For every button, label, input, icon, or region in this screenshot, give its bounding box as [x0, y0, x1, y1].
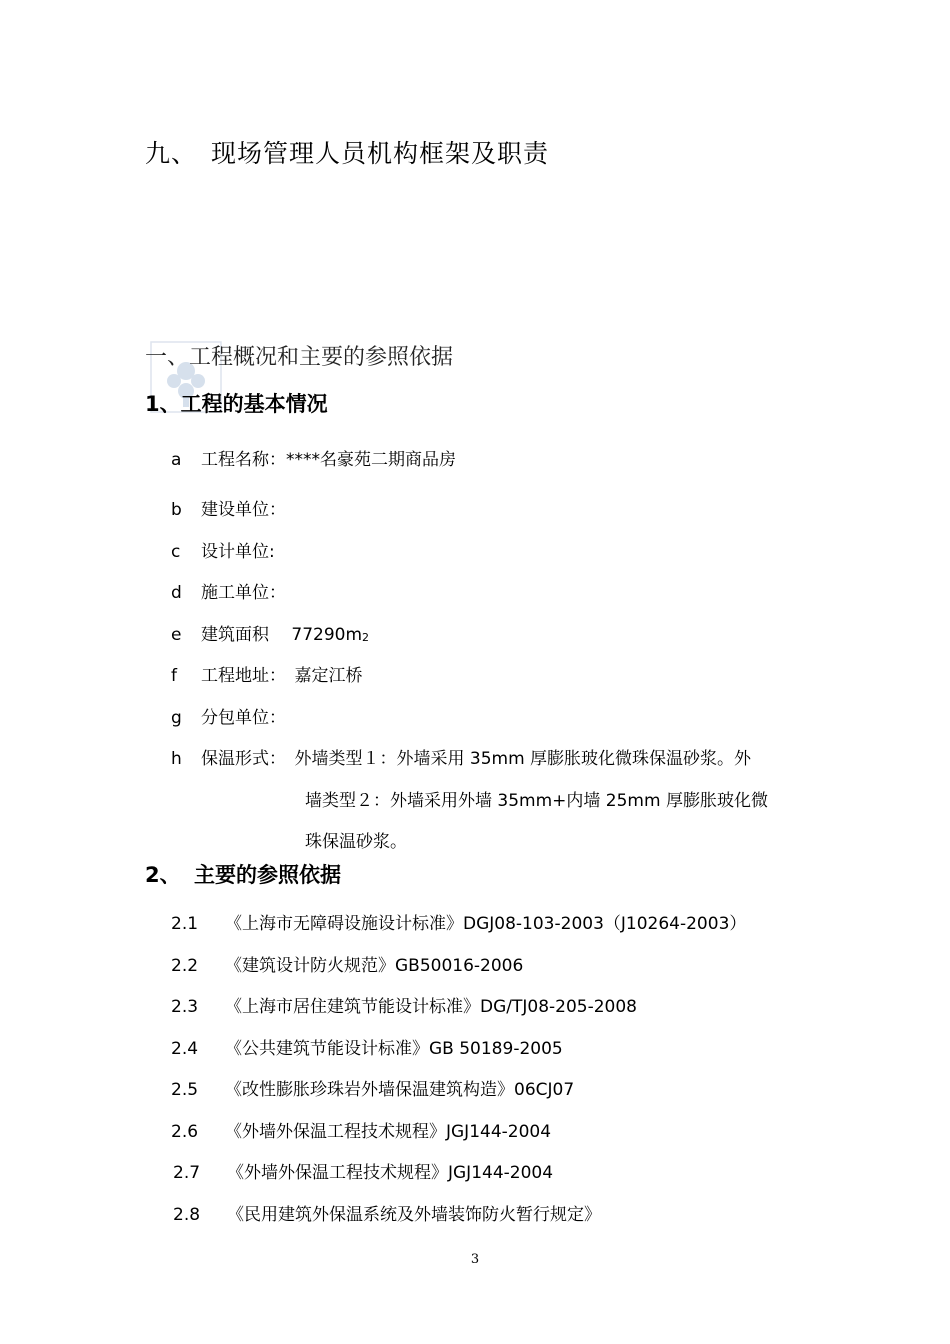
reference-item [171, 1117, 551, 1142]
info-letter: b [171, 500, 182, 520]
reference-item [171, 1034, 563, 1059]
info-row-f [171, 661, 363, 686]
reference-item [173, 1200, 601, 1225]
reference-text: 《建筑设计防火规范》GB50016-2006 [225, 956, 524, 976]
info-letter: h [171, 749, 182, 769]
reference-number: 2.8 [173, 1205, 201, 1225]
reference-number: 2.1 [171, 914, 199, 934]
info-text: 设计单位: [201, 542, 275, 562]
reference-text: 《改性膨胀珍珠岩外墙保温建筑构造》06CJ07 [225, 1080, 575, 1100]
info-row-h-continuation: 墙类型２：外墙采用外墙 35mm+内墙 25mm 厚膨胀玻化微 [305, 791, 768, 811]
info-text: 分包单位： [201, 708, 286, 728]
reference-number: 2.2 [171, 956, 199, 976]
area-unit-superscript: 2 [362, 631, 370, 644]
page-number: 3 [470, 1252, 480, 1267]
reference-number: 2.7 [173, 1163, 201, 1183]
info-text: 建设单位： [201, 500, 286, 520]
info-letter: g [171, 708, 182, 728]
info-text: 建筑面积 77290m [201, 625, 363, 645]
reference-item [171, 992, 637, 1017]
info-letter: f [171, 666, 177, 686]
reference-item [171, 951, 523, 976]
info-row-e [171, 620, 369, 645]
reference-number: 2.5 [171, 1080, 199, 1100]
info-row-h-continuation: 珠保温砂浆。 [305, 832, 407, 852]
info-row-b [171, 495, 286, 520]
info-text: 工程名称：****名豪苑二期商品房 [201, 450, 456, 470]
heading-text: 主要的参照依据 [194, 863, 341, 887]
info-row-d [171, 578, 286, 603]
reference-number: 2.3 [171, 997, 199, 1017]
reference-text: 《上海市无障碍设施设计标准》DGJ08-103-2003（J10264-2003） [225, 914, 747, 934]
heading-number: 2、 [145, 863, 181, 887]
info-text: 施工单位： [201, 583, 286, 603]
info-row-a [171, 445, 456, 470]
reference-text: 《公共建筑节能设计标准》GB 50189-2005 [225, 1039, 563, 1059]
info-row-g [171, 703, 286, 728]
reference-item [171, 1075, 574, 1100]
reference-number: 2.6 [171, 1122, 199, 1142]
heading-basic-info: 1、工程的基本情况 [145, 392, 328, 416]
reference-text: 《外墙外保温工程技术规程》JGJ144-2004 [227, 1163, 554, 1183]
page-title [145, 134, 549, 170]
reference-text: 《民用建筑外保温系统及外墙装饰防火暂行规定》 [227, 1205, 601, 1225]
page-title-text: 现场管理人员机构框架及职责 [211, 139, 550, 168]
info-text: 保温形式： 外墙类型１：外墙采用 35mm 厚膨胀玻化微珠保温砂浆。外 [201, 749, 752, 769]
section-title: 一、工程概况和主要的参照依据 [145, 345, 454, 370]
reference-text: 《上海市居住建筑节能设计标准》DG/TJ08-205-2008 [225, 997, 638, 1017]
info-row-c [171, 537, 275, 562]
page-title-number: 九、 [145, 139, 198, 168]
reference-item [171, 909, 746, 934]
info-letter: c [171, 542, 181, 562]
info-letter: a [171, 450, 182, 470]
reference-text: 《外墙外保温工程技术规程》JGJ144-2004 [225, 1122, 552, 1142]
info-row-h [171, 744, 751, 769]
heading-references [145, 859, 341, 889]
info-text: 工程地址： 嘉定江桥 [201, 666, 363, 686]
info-letter: e [171, 625, 182, 645]
reference-number: 2.4 [171, 1039, 199, 1059]
reference-item [173, 1158, 553, 1183]
info-letter: d [171, 583, 182, 603]
